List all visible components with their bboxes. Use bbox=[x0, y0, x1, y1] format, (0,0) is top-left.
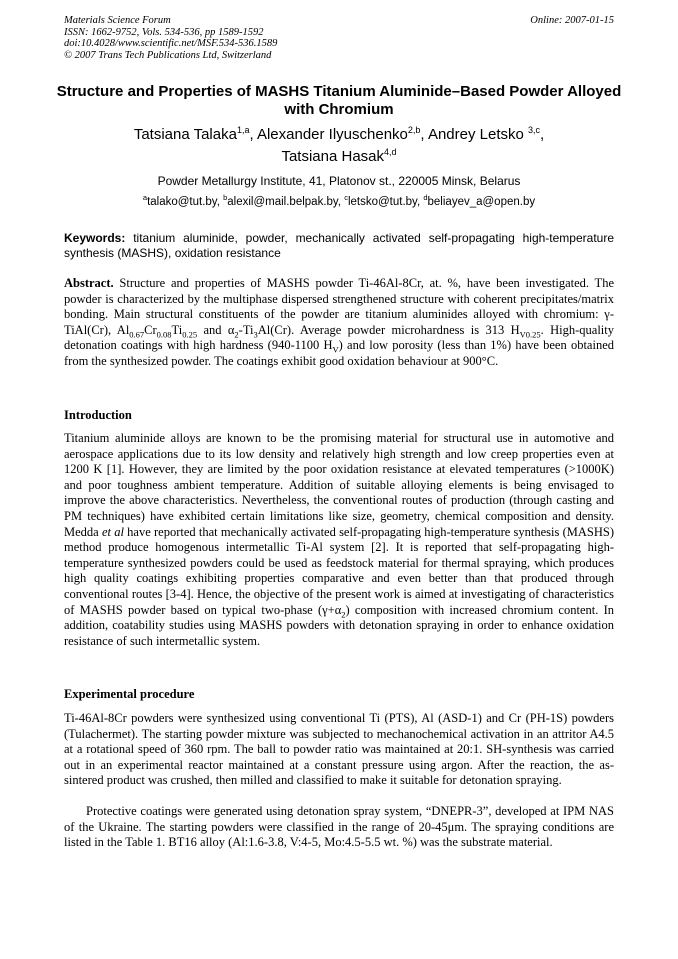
abstract bbox=[64, 276, 614, 370]
intro-text: have reported that mechanically activated self-propagating high-temperature synthesis (MASHS) method produce homogenous intermetallic Ti-Al system [2]. It is reported that self-propagating high-temperature synthesized powders could be used as feedstock material for thermal spraying, which produces high quality coatings exhibiting properties comparative and even better than that produced through conventional routes [3-4]. Hence, the objective of the present work is aimed at investigating of characteristics of MASHS powder based on typical two-phase (γ+α bbox=[64, 524, 614, 617]
subscript: V0.25 bbox=[519, 329, 541, 340]
journal-copyright: © 2007 Trans Tech Publications Ltd, Switzerland bbox=[64, 49, 272, 61]
email-sup: c bbox=[344, 193, 348, 202]
keywords-text: titanium aluminide, powder, mechanically activated self-propagating high-temperature synthesis (MASHS), oxidation resistance bbox=[64, 231, 614, 260]
email-address[interactable]: beliayev_a@open.by bbox=[427, 196, 536, 208]
subscript: 2 bbox=[341, 609, 346, 620]
journal-doi: doi:10.4028/www.scientific.net/MSF.534-536.1589 bbox=[64, 38, 278, 49]
email-list bbox=[50, 193, 628, 208]
abstract-text: . High-quality detonation coatings with high hardness (940-1100 H bbox=[64, 322, 614, 353]
journal-header bbox=[64, 15, 484, 61]
author-name: Tatsiana Hasak bbox=[281, 148, 385, 165]
experimental-paragraph-1: Ti-46Al-8Cr powders were synthesized using conventional Ti (PTS), Al (ASD-1) and Cr (PH-1S) powders (Tulachermet). The starting powder mixture was subjected to mechanochemical activation in an attritor A4.5 at a rotational speed of 360 rpm. The ball to powder ratio was maintained at 20:1. SH-synthesis was carried out in an experimental reactor maintained at a constant pressure using argon. After the reaction, the as-sintered product was crushed, then milled and classified to make it suitable for detonation spraying. bbox=[64, 711, 614, 788]
author-name: Alexander Ilyuschenko bbox=[256, 126, 408, 143]
abstract-text: -Ti bbox=[238, 322, 254, 337]
email-sup: b bbox=[223, 193, 228, 202]
email-address[interactable]: talako@tut.by, bbox=[147, 196, 224, 208]
intro-text: Titanium aluminide alloys are known to be the promising material for structural use in automotive and aerospace applications due to its low density and relatively high strength and low creep properties even at 1200 K [1]. However, they are limited by the poor oxidation resistance at elevated temperatures (>1000K) and poor toughness ambient temperature. Addition of suitable alloying elements is being envisaged to improve the above characteristics. Nevertheless, the conventional routes of production (through casting and PM techniques) have exhibited certain limitations like size, geometry, chemical composition and density. Medda bbox=[64, 431, 614, 539]
author-affil-sup: 3,c bbox=[528, 125, 541, 135]
abstract-text: Structure and properties of MASHS powder Ti-46Al-8Cr, at. %, have been investigated. The powder is characterized by the multiphase dispersed strengthened structure with coherent precipitates/matrix bonding. Main structural constituents of the powder are titanium aluminides alloyed with chromium: γ-TiAl(Cr), Al bbox=[64, 276, 614, 337]
experimental-paragraph-2: Protective coatings were generated using detonation spray system, “DNEPR-3”, developed at IPM NAS of the Ukraine. The starting powders were classified in the range of 20-45μm. The spraying conditions are listed in the Table 1. BT16 alloy (Al:1.6-3.8, V:4-5, Mo:4.5-5.5 wt. %) was the substrate material. bbox=[64, 804, 614, 850]
author-name: Tatsiana Talaka bbox=[133, 126, 237, 143]
subscript: 0.08 bbox=[156, 329, 172, 340]
journal-issn: ISSN: 1662-9752, Vols. 534-536, pp 1589-1592 bbox=[64, 26, 264, 38]
author-sep: , bbox=[249, 126, 257, 143]
abstract-text: Ti bbox=[171, 322, 183, 337]
author-name: Andrey Letsko bbox=[427, 126, 528, 143]
abstract-text: Al(Cr). Average powder microhardness is 313 H bbox=[257, 322, 520, 337]
paper-title: Structure and Properties of MASHS Titanium Aluminide–Based Powder Alloyed with Chromium bbox=[56, 83, 622, 118]
abstract-text: ) and low porosity (less than 1%) have been obtained from the synthesized powder. The coatings exhibit good oxidation behaviour at 900°C. bbox=[64, 338, 614, 368]
subscript: V bbox=[332, 344, 339, 355]
experimental-heading: Experimental procedure bbox=[64, 687, 195, 701]
author-list bbox=[50, 124, 628, 168]
subscript: 0.25 bbox=[182, 329, 198, 340]
introduction-paragraph bbox=[64, 431, 614, 649]
abstract-text: and α bbox=[197, 322, 235, 337]
abstract-text: Cr bbox=[144, 322, 157, 337]
intro-text: ) composition with increased chromium content. In addition, coatability studies using MASHS powders with detonation spraying in order to enhance oxidation resistance of such intermetallic system. bbox=[64, 602, 614, 648]
affiliation: Powder Metallurgy Institute, 41, Platonov st., 220005 Minsk, Belarus bbox=[157, 174, 521, 188]
introduction-heading: Introduction bbox=[64, 408, 132, 422]
abstract-label: Abstract. bbox=[64, 276, 114, 290]
keywords-label: Keywords: bbox=[64, 231, 126, 245]
online-date: Online: 2007-01-15 bbox=[530, 15, 614, 26]
email-address[interactable]: alexil@mail.belpak.by, bbox=[227, 196, 345, 208]
author-affil-sup: 2,b bbox=[407, 125, 421, 135]
subscript: 0.67 bbox=[129, 329, 145, 340]
subscript: 3 bbox=[253, 329, 258, 340]
email-sup: a bbox=[142, 193, 148, 202]
keywords bbox=[64, 231, 614, 261]
intro-etal: et al bbox=[101, 524, 124, 539]
author-affil-sup: 1,a bbox=[236, 125, 250, 135]
email-address[interactable]: letsko@tut.by, bbox=[347, 196, 424, 208]
author-affil-sup: 4,d bbox=[384, 147, 397, 157]
journal-name: Materials Science Forum bbox=[64, 15, 171, 26]
subscript: 2 bbox=[234, 329, 239, 340]
author-sep: , bbox=[540, 126, 545, 143]
author-sep: , bbox=[420, 126, 428, 143]
email-sup: d bbox=[423, 193, 428, 202]
